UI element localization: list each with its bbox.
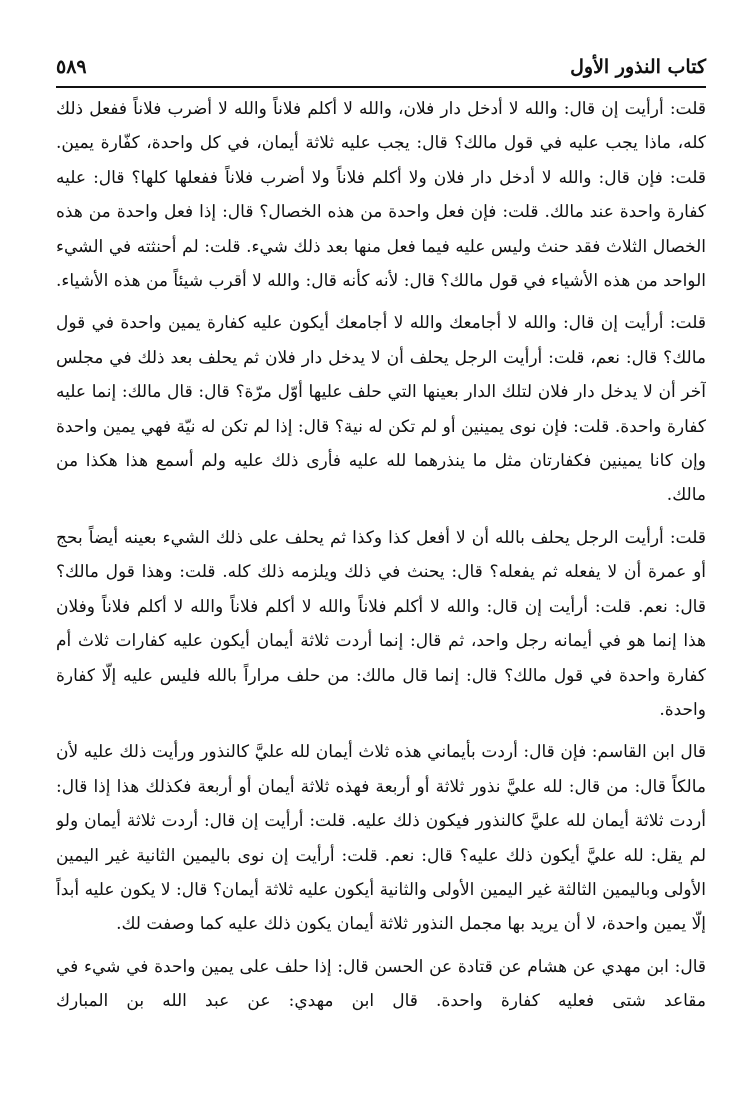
paragraph: قال ابن القاسم: فإن قال: أردت بأيماني هذه ثلاث أيمان لله عليَّ كالنذور ورأيت ذلك عليه لأن مالكاً قال: من قال: لله عليَّ نذور ثلاثة أو أربعة فهذه ثلاثة أيمان أو أربعة فكذلك هذا إذا قال: أردت ثلاثة أيمان لله عليَّ كالنذور فيكون ذلك عليه. قلت: أرأيت إن قال: أردت ثلاثة أيمان ولو لم يقل: لله عليَّ أيكون ذلك عليه؟ قال: نعم. قلت: أرأيت إن نوى باليمين الثانية غير اليمين الأولى وباليمين الثالثة غير اليمين الأولى والثانية أيكون عليه ثلاثة أيمان؟ قال: لا يكون عليه أبداً إلّا يمين واحدة، لا أن يريد بها مجمل النذور ثلاثة أيمان يكون ذلك عليه كما وصفت لك. (56, 742, 706, 935)
header-rule (56, 86, 706, 88)
paragraph: قلت: أرأيت الرجل يحلف بالله أن لا أفعل كذا وكذا ثم يحلف على ذلك الشيء بعينه أيضاً بحج أو عمرة أن لا يفعله ثم يفعله؟ قال: يحنث في ذلك ويلزمه ذلك كله. قلت: وهذا قول مالك؟ قال: نعم. قلت: أرأيت إن قال: والله لا أكلم فلاناً والله لا أكلم فلاناً والله لا أكلم فلاناً وفلان هذا إنما هو في أيمانه رجل واحد، ثم قال: إنما أردت ثلاثة أيمان أيكون عليه كفارات ثلاث أم كفارة واحدة في قول مالك؟ قال: إنما قال مالك: من حلف مراراً بالله فليس عليه إلّا كفارة واحدة. (56, 527, 706, 720)
page-number: ٥٨٩ (56, 56, 87, 78)
page-header (56, 54, 706, 84)
paragraph: قلت: أرأيت إن قال: والله لا أدخل دار فلان، والله لا أكلم فلاناً والله لا أضرب فلاناً ففعل ذلك كله، ماذا يجب عليه في قول مالك؟ قال: يجب عليه ثلاثة أيمان، في كل واحدة، كفّارة يمين. قلت: فإن قال: والله لا أدخل دار فلان ولا أكلم فلاناً ولا أضرب فلاناً ففعلها كلها؟ قال: عليه كفارة واحدة عند مالك. قلت: فإن فعل واحدة من هذه الخصال؟ قال: إذا فعل واحدة من هذه الخصال الثلاث فقد حنث وليس عليه فيما فعل منها بعد ذلك شيء. قلت: لم أحنثته في الشيء الواحد من هذه الأشياء في قول مالك؟ قال: لأنه كأنه قال: والله لا أقرب شيئاً من هذه الأشياء. (56, 99, 706, 292)
running-title: كتاب النذور الأول (570, 56, 706, 78)
body-text (56, 92, 706, 1082)
paragraph: قال: ابن مهدي عن هشام عن قتادة عن الحسن قال: إذا حلف على يمين واحدة في شيء في مقاعد شتى فعليه كفارة واحدة. قال ابن مهدي: عن عبد الله بن المبارك (56, 956, 706, 1012)
paragraph: قلت: أرأيت إن قال: والله لا أجامعك والله لا أجامعك أيكون عليه كفارة يمين واحدة في قول مالك؟ قال: نعم، قلت: أرأيت الرجل يحلف أن لا يدخل دار فلان ثم يحلف بعد ذلك في مجلس آخر أن لا يدخل دار فلان لتلك الدار بعينها التي حلف عليها أوّل مرّة؟ قال: قال مالك: إنما عليه كفارة واحدة. قلت: فإن نوى يمينين أو لم تكن له نية؟ قال: إذا لم تكن له نيّة فهي يمين واحدة وإن كانا يمينين فكفارتان مثل ما ينذرهما لله عليه فأرى ذلك عليه ولم أسمع هذا هكذا من مالك. (56, 313, 706, 506)
